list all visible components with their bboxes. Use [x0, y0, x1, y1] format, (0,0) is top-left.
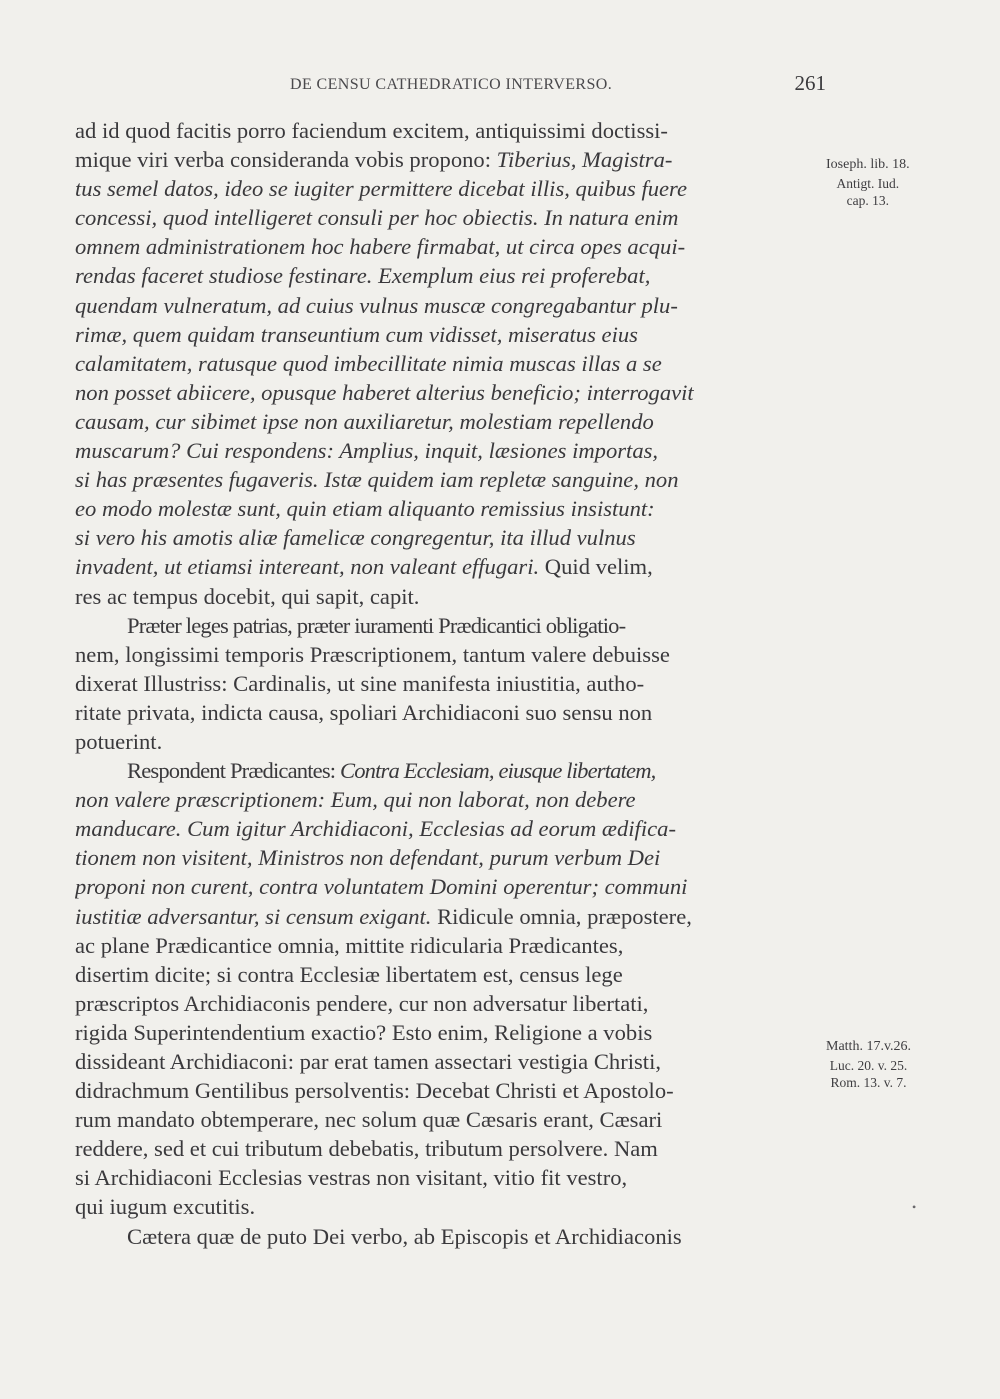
italic-text: non posset abiicere, opusque haberet alterius beneficio; interrogavit: [75, 379, 694, 405]
text-line: [75, 465, 824, 494]
text-line: [75, 407, 824, 436]
text-line: [75, 378, 824, 407]
italic-text: calamitatem, ratusque quod imbecillitate nimia muscas illas a se: [75, 350, 662, 376]
text-line: [75, 523, 824, 552]
roman-text: præscriptos Archidiaconis pendere, cur non adversatur libertati,: [75, 990, 649, 1016]
roman-text: nem, longissimi temporis Præscriptionem, tantum valere debuisse: [75, 641, 670, 667]
text-line: [75, 261, 824, 290]
running-head-title: DE CENSU CATHEDRATICO INTERVERSO.: [290, 76, 613, 93]
italic-text: muscarum? Cui respondens: Amplius, inquit, læsiones importas,: [75, 438, 659, 464]
roman-text: ad id quod facitis porro faciendum excitem, antiquissimi doctissi-: [75, 118, 668, 143]
roman-text: disertim dicite; si contra Ecclesiæ libertatem est, census lege: [75, 961, 623, 987]
roman-text: rum mandato obtemperare, nec solum quæ Cæsaris erant, Cæsari: [75, 1107, 663, 1133]
roman-text: Respondent Prædicantes:: [127, 758, 340, 784]
running-head: [290, 71, 826, 101]
roman-text: Quid velim,: [539, 554, 653, 580]
roman-text: Præter leges patrias, præter iuramenti Prædicantici obligatio-: [127, 612, 626, 638]
italic-text: Contra Ecclesiam, eiusque libertatem,: [339, 758, 656, 784]
text-line: [75, 349, 824, 378]
text-line: [75, 582, 824, 611]
roman-text: potuerint.: [75, 728, 163, 754]
text-line: [75, 1163, 824, 1192]
italic-text: proponi non curent, contra voluntatem Domini operentur; communi: [75, 874, 688, 900]
body-text: [75, 116, 824, 1251]
roman-text: ac plane Prædicantice omnia, mittite ridicularia Prædicantes,: [75, 932, 624, 958]
text-line: [75, 1134, 824, 1163]
text-line: [75, 1047, 824, 1076]
italic-text: manducare. Cum igitur Archidiaconi, Ecclesias ad eorum ædifica-: [75, 816, 676, 842]
italic-text: si vero his amotis aliæ famelicæ congregentur, ita illud vulnus: [75, 525, 636, 551]
text-line: [75, 1076, 824, 1105]
margin-note-line: cap. 13.: [846, 193, 889, 208]
text-line: [75, 291, 824, 320]
italic-text: eo modo molestæ sunt, quin etiam aliquanto remissius insistunt:: [75, 496, 655, 522]
italic-text: rimæ, quem quidam transeuntium cum vidisset, miseratus eius: [75, 321, 638, 347]
text-line: [75, 611, 824, 640]
roman-text: mique viri verba consideranda vobis propono:: [75, 147, 497, 173]
text-line: [75, 960, 824, 989]
text-line: [75, 989, 824, 1018]
text-line: [75, 640, 824, 669]
text-line: [75, 931, 824, 960]
roman-text: didrachmum Gentilibus persolventis: Decebat Christi et Apostolo-: [75, 1078, 674, 1104]
italic-text: non valere præscriptionem: Eum, qui non laborat, non debere: [75, 787, 636, 813]
text-line: [75, 116, 824, 145]
text-line: [75, 698, 824, 727]
roman-text: dixerat Illustriss: Cardinalis, ut sine manifesta iniustitia, autho-: [75, 670, 645, 696]
roman-text: Ridicule omnia, præpostere,: [431, 903, 692, 929]
italic-text: invadent, ut etiamsi intereant, non valeant effugari.: [75, 554, 540, 580]
roman-text: ritate privata, indicta causa, spoliari Archidiaconi suo sensu non: [75, 699, 653, 725]
margin-note-line: Rom. 13. v. 7.: [830, 1075, 907, 1090]
text-line: [75, 756, 824, 785]
italic-text: iustitiæ adversantur, si censum exigant.: [75, 903, 432, 929]
text-line: [75, 1105, 824, 1134]
margin-note-line: Luc. 20. v. 25.: [829, 1058, 908, 1073]
italic-text: Tiberius, Magistra-: [496, 147, 673, 173]
page-number: 261: [794, 71, 826, 95]
italic-text: tus semel datos, ideo se iugiter permittere dicebat illis, quibus fuere: [75, 176, 688, 202]
roman-text: si Archidiaconi Ecclesias vestras non visitant, vitio fit vestro,: [75, 1165, 628, 1191]
italic-text: omnem administrationem hoc habere firmabat, ut circa opes acqui-: [75, 234, 686, 260]
text-line: [75, 872, 824, 901]
text-line: [75, 203, 824, 232]
text-line: [75, 1018, 824, 1047]
roman-text: qui iugum excutitis.: [75, 1194, 256, 1220]
text-line: [75, 814, 824, 843]
roman-text: reddere, sed et cui tributum debebatis, tributum persolvere. Nam: [75, 1136, 658, 1162]
text-line: [75, 669, 824, 698]
margin-note-scripture: [826, 1039, 911, 1091]
italic-text: rendas faceret studiose festinare. Exemplum eius rei proferebat,: [75, 263, 651, 289]
italic-text: si has præsentes fugaveris. Istæ quidem iam repletæ sanguine, non: [75, 467, 679, 493]
text-line: [75, 785, 824, 814]
roman-text: dissideant Archidiaconi: par erat tamen assectari vestigia Christi,: [75, 1049, 662, 1074]
margin-note-line: Ioseph. lib. 18.: [826, 157, 910, 172]
text-line: [75, 145, 824, 174]
text-line: [75, 494, 824, 523]
text-line: [75, 1192, 824, 1221]
text-line: [75, 843, 824, 872]
text-line: [75, 727, 824, 756]
margin-note-josephus: [826, 157, 910, 209]
italic-text: concessi, quod intelligeret consuli per hoc obiectis. In natura enim: [75, 205, 679, 231]
roman-text: rigida Superintendentium exactio? Esto enim, Religione a vobis: [75, 1019, 653, 1045]
text-line: [75, 174, 824, 203]
italic-text: tionem non visitent, Ministros non defendant, purum verbum Dei: [75, 845, 661, 871]
italic-text: causam, cur sibimet ipse non auxiliaretur, molestiam repellendo: [75, 408, 654, 434]
text-line: [75, 436, 824, 465]
ink-speck: •: [912, 1200, 917, 1214]
text-line: [75, 1222, 824, 1251]
text-line: [75, 232, 824, 261]
margin-note-line: Matth. 17.v.26.: [826, 1039, 912, 1054]
roman-text: Cætera quæ de puto Dei verbo, ab Episcopis et Archidiaconis: [127, 1223, 682, 1249]
text-line: [75, 552, 824, 581]
text-line: [75, 902, 824, 931]
text-line: [75, 320, 824, 349]
italic-text: quendam vulneratum, ad cuius vulnus muscæ congregabantur plu-: [75, 292, 678, 318]
roman-text: res ac tempus docebit, qui sapit, capit.: [75, 583, 420, 609]
margin-note-line: Antigt. Iud.: [836, 176, 900, 191]
